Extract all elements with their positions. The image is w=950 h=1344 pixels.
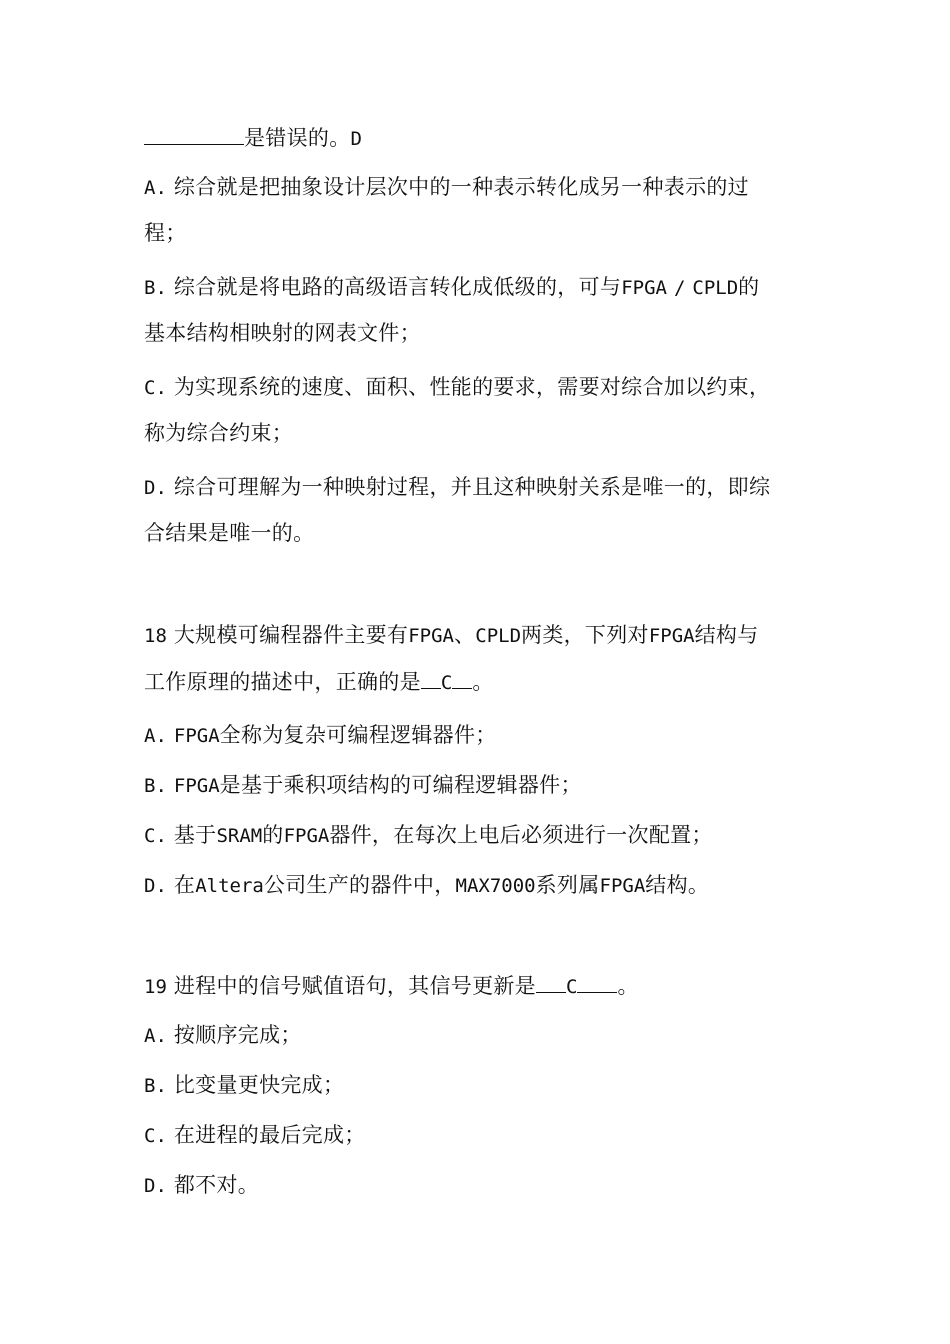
q18-option-b (144, 770, 824, 801)
option-label: A. (144, 177, 167, 199)
option-text: 综合可理解为一种映射过程，并且这种映射关系是唯一的，即综 (173, 475, 771, 499)
q17-stem (144, 122, 824, 154)
term-fpga: FPGA (408, 625, 454, 647)
q17-option-c-cont (144, 418, 824, 448)
term-max7000: MAX7000 (455, 875, 536, 897)
option-label: A. (144, 725, 167, 747)
stem-text: 两类，下列对 (521, 623, 649, 647)
term-fpga: FPGA (173, 725, 220, 747)
option-label: C. (144, 1125, 167, 1147)
option-label: B. (144, 1075, 167, 1097)
option-label: D. (144, 875, 167, 897)
q17-option-a (144, 172, 824, 203)
stem-text: 。 (472, 670, 494, 694)
q18-stem (144, 620, 824, 651)
option-text: 基本结构相映射的网表文件； (144, 321, 421, 345)
option-text: 公司生产的器件中， (263, 873, 456, 897)
term-fpga: FPGA (621, 277, 667, 299)
option-text: 基于 (173, 823, 217, 847)
option-text: 综合就是将电路的高级语言转化成低级的，可与 (173, 275, 622, 299)
separator: / (673, 277, 686, 299)
option-label: A. (144, 1025, 167, 1047)
term-fpga: FPGA (173, 775, 220, 797)
stem-text: 工作原理的描述中，正确的是 (144, 670, 421, 694)
term-cpld: CPLD (475, 625, 522, 647)
question-number: 19 (144, 976, 167, 998)
option-label: B. (144, 775, 167, 797)
q17-option-a-cont (144, 218, 824, 248)
option-text: 的 (262, 823, 284, 847)
q19-option-c (144, 1120, 824, 1151)
q17-option-c (144, 372, 824, 403)
option-label: C. (144, 825, 167, 847)
q17-answer: D (350, 128, 362, 150)
q18-option-d (144, 870, 824, 901)
term-sram: SRAM (216, 825, 263, 847)
q18-stem-cont (144, 666, 824, 698)
option-text: 综合就是把抽象设计层次中的一种表示转化成另一种表示的过 (173, 175, 749, 199)
q17-option-d (144, 472, 824, 503)
stem-text: 大规模可编程器件主要有 (173, 623, 409, 647)
answer-blank (421, 666, 441, 689)
stem-text: 结构与 (694, 623, 759, 647)
option-text: 器件，在每次上电后必须进行一次配置； (329, 823, 713, 847)
option-text: 全称为复杂可编程逻辑器件； (219, 723, 497, 747)
option-text: 都不对。 (173, 1173, 260, 1197)
option-text: 按顺序完成； (173, 1023, 302, 1047)
option-text: 称为综合约束； (144, 421, 294, 445)
q19-option-a (144, 1020, 824, 1051)
option-text: 在 (173, 873, 196, 897)
term-fpga: FPGA (599, 875, 646, 897)
option-text: 在进程的最后完成； (173, 1123, 366, 1147)
answer-blank (452, 666, 472, 689)
option-text: 结构。 (645, 873, 710, 897)
term-fpga: FPGA (283, 825, 330, 847)
stem-text: 进程中的信号赋值语句，其信号更新是 (173, 974, 536, 998)
term-cpld: CPLD (692, 277, 739, 299)
option-text: 是基于乘积项结构的可编程逻辑器件； (219, 773, 582, 797)
q19-option-d (144, 1170, 824, 1201)
q17-option-b (144, 272, 824, 303)
answer-blank (536, 970, 566, 993)
option-label: C. (144, 377, 167, 399)
term-altera: Altera (195, 875, 264, 897)
stem-text: 、 (453, 623, 476, 647)
option-text: 比变量更快完成； (173, 1073, 345, 1097)
option-text: 的 (738, 275, 760, 299)
q17-option-d-cont (144, 518, 824, 548)
option-text: 合结果是唯一的。 (144, 521, 315, 545)
q18-option-a (144, 720, 824, 751)
q18-answer: C (440, 672, 453, 694)
option-text: 程； (144, 221, 187, 245)
q19-stem (144, 970, 824, 1002)
q17-option-b-cont (144, 318, 824, 348)
q18-option-c (144, 820, 824, 851)
term-fpga: FPGA (648, 625, 695, 647)
option-label: D. (144, 1175, 167, 1197)
stem-text: 。 (617, 974, 639, 998)
answer-blank (144, 122, 244, 145)
option-label: B. (144, 277, 167, 299)
answer-blank (577, 970, 617, 993)
q17-stem-text: 是错误的。 (244, 126, 351, 150)
option-label: D. (144, 477, 167, 499)
option-text: 系列属 (535, 873, 600, 897)
q19-answer: C (565, 976, 578, 998)
q19-option-b (144, 1070, 824, 1101)
question-number: 18 (144, 625, 167, 647)
option-text: 为实现系统的速度、面积、性能的要求，需要对综合加以约束， (173, 375, 771, 399)
